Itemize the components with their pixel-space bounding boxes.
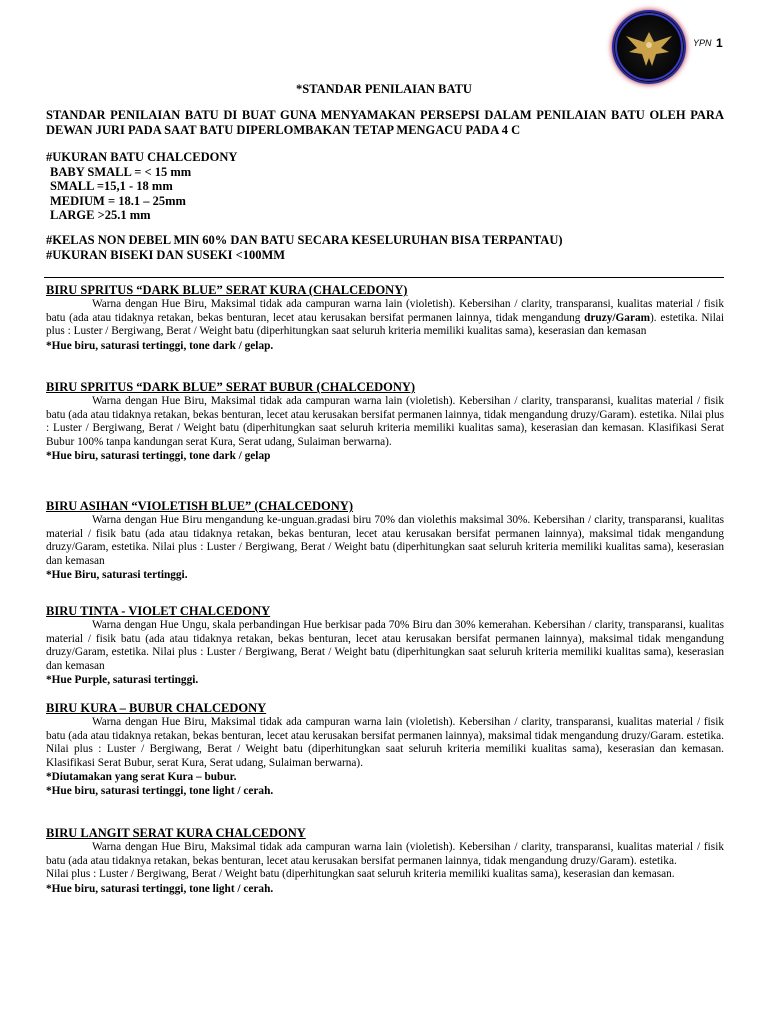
section-biru-langit: [46, 826, 724, 896]
document-title: *STANDAR PENILAIAN BATU: [296, 82, 472, 96]
size-item: LARGE >25.1 mm: [50, 208, 151, 222]
section-violetish-blue: [46, 499, 724, 582]
section-body-continued: Nilai plus : Luster / Bergiwang, Berat / Weight batu (diperhitungkan saat seluruh kriteria memiliki kualitas sama), keserasian dan kemasan.: [46, 868, 675, 881]
page-header: [614, 12, 764, 82]
section-body: Warna dengan Hue Biru, Maksimal tidak ada campuran warna lain (violetish). Kebersihan / clarity, transparansi, kualitas material / fisik batu (ada atau tidaknya retakan, bekas benturan, lecet atau kerusakan bersifat permanen lainnya, tidak mengandung druzy/Garam). estetika. Nilai plus : Luster / Bergiwang, Berat / Weight batu (diperhitungkan saat seluruh kriteria memiliki kualitas sama), keserasian dan kemasan: [46, 298, 724, 338]
rule-list: [46, 233, 563, 262]
eagle-logo-icon: [614, 12, 684, 82]
section-title: BIRU TINTA - VIOLET CHALCEDONY: [46, 604, 271, 618]
intro-paragraph: STANDAR PENILAIAN BATU DI BUAT GUNA MENYAMAKAN PERSEPSI DALAM PENILAIAN BATU OLEH PARA DEWAN JURI PADA SAAT BATU DIPERLOMBAKAN TETAP MENGACU PADA 4 C: [46, 108, 724, 137]
section-body-bold: druzy/Garam: [584, 311, 651, 324]
section-kura-bubur: [46, 701, 724, 798]
size-item: BABY SMALL = < 15 mm: [50, 164, 192, 179]
section-note: *Hue biru, saturasi tertinggi, tone light / cerah.: [46, 882, 274, 895]
page-number: 1: [716, 36, 723, 50]
size-heading: #UKURAN BATU CHALCEDONY: [46, 150, 238, 164]
rule-item: #KELAS NON DEBEL MIN 60% DAN BATU SECARA KESELURUHAN BISA TERPANTAU): [46, 233, 563, 247]
section-title: BIRU SPRITUS “DARK BLUE” SERAT KURA (CHALCEDONY): [46, 283, 408, 297]
section-note: *Hue Biru, saturasi tertinggi.: [46, 569, 188, 582]
section-body: Warna dengan Hue Biru, Maksimal tidak ada campuran warna lain (violetish). Kebersihan / clarity, transparansi, kualitas material / fisik batu (ada atau tidaknya retakan, bekas benturan, lecet atau kerusakan bersifat permanen lainnya, tidak mengandung druzy/Garam). estetika. Nilai plus : Luster / Bergiwang, Berat / Weight batu (diperhitungkan saat seluruh kriteria memiliki kualitas sama), keserasian dan kemasan. Klasifikasi Serat Bubur 100% tanpa kandungan serat Kura, Serat udang, Sulaiman berwarna).: [46, 395, 724, 448]
section-title: BIRU KURA – BUBUR CHALCEDONY: [46, 701, 267, 715]
section-note: *Hue biru, saturasi tertinggi, tone dark / gelap.: [46, 339, 274, 352]
section-note: *Hue biru, saturasi tertinggi, tone light / cerah.: [46, 785, 274, 798]
section-title: BIRU ASIHAN “VIOLETISH BLUE” (CHALCEDONY): [46, 499, 354, 513]
section-title: BIRU SPRITUS “DARK BLUE” SERAT BUBUR (CHALCEDONY): [46, 380, 416, 394]
horizontal-divider: [44, 277, 724, 278]
section-body: Warna dengan Hue Ungu, skala perbandingan Hue berkisar pada 70% Biru dan 30% kemerahan. Kebersihan / clarity, transparansi, kualitas material / fisik batu (ada atau tidaknya retakan, bekas benturan, lecet atau kerusakan bersifat permanen lainnya), maksimal tidak mengandung druzy/Garam, estetika. Nilai plus : Luster / Bergiwang, Berat / Weight batu (diperhitungkan saat seluruh kriteria memiliki kualitas sama), keserasian dan kemasan: [46, 619, 724, 672]
section-violet-chalcedony: [46, 604, 724, 687]
size-item: SMALL =15,1 - 18 mm: [50, 179, 173, 193]
header-ypn-label: YPN: [693, 38, 712, 48]
section-body: Warna dengan Hue Biru mengandung ke-unguan.gradasi biru 70% dan violethis maksimal 30%. Kebersihan / clarity, transparansi, kualitas material / fisik batu (ada atau tidaknya retakan, bekas benturan, lecet atau kerusakan bersifat permanen lainnya), maksimal tidak mengandung druzy/Garam, estetika. Nilai plus : Luster / Bergiwang, Berat / Weight batu (diperhitungkan saat seluruh kriteria memiliki kualitas sama), keserasian dan kemasan: [46, 514, 724, 567]
section-title: BIRU LANGIT SERAT KURA CHALCEDONY: [46, 826, 306, 840]
section-note: *Diutamakan yang serat Kura – bubur.: [46, 771, 237, 784]
rule-item: #UKURAN BISEKI DAN SUSEKI <100MM: [46, 247, 286, 262]
section-body: Warna dengan Hue Biru, Maksimal tidak ada campuran warna lain (violetish). Kebersihan / clarity, transparansi, kualitas material / fisik batu (ada atau tidaknya retakan, bekas benturan, lecet atau kerusakan bersifat permanen lainnya), maksimal tidak mengandung druzy/Garam. estetika. Nilai plus : Luster / Bergiwang, Berat / Weight batu (diperhitungkan saat seluruh kriteria memiliki kualitas sama), keserasian dan kemasan. Klasifikasi Serat Bubur, serat Kura, Serat udang, Sulaiman berwarna).: [46, 716, 724, 769]
section-body: Warna dengan Hue Biru, Maksimal tidak ada campuran warna lain (violetish). Kebersihan / clarity, transparansi, kualitas material / fisik batu (ada atau tidaknya retakan, bekas benturan, lecet atau kerusakan bersifat permanen lainnya, tidak mengandung druzy/Garam). estetika.: [46, 841, 724, 867]
section-note: *Hue Purple, saturasi tertinggi.: [46, 674, 199, 687]
size-list: [46, 150, 237, 223]
section-dark-blue-serat-kura: [46, 283, 724, 353]
section-note: *Hue biru, saturasi tertinggi, tone dark / gelap: [46, 450, 271, 463]
section-dark-blue-serat-bubur: [46, 380, 724, 463]
size-item: MEDIUM = 18.1 – 25mm: [50, 193, 186, 208]
